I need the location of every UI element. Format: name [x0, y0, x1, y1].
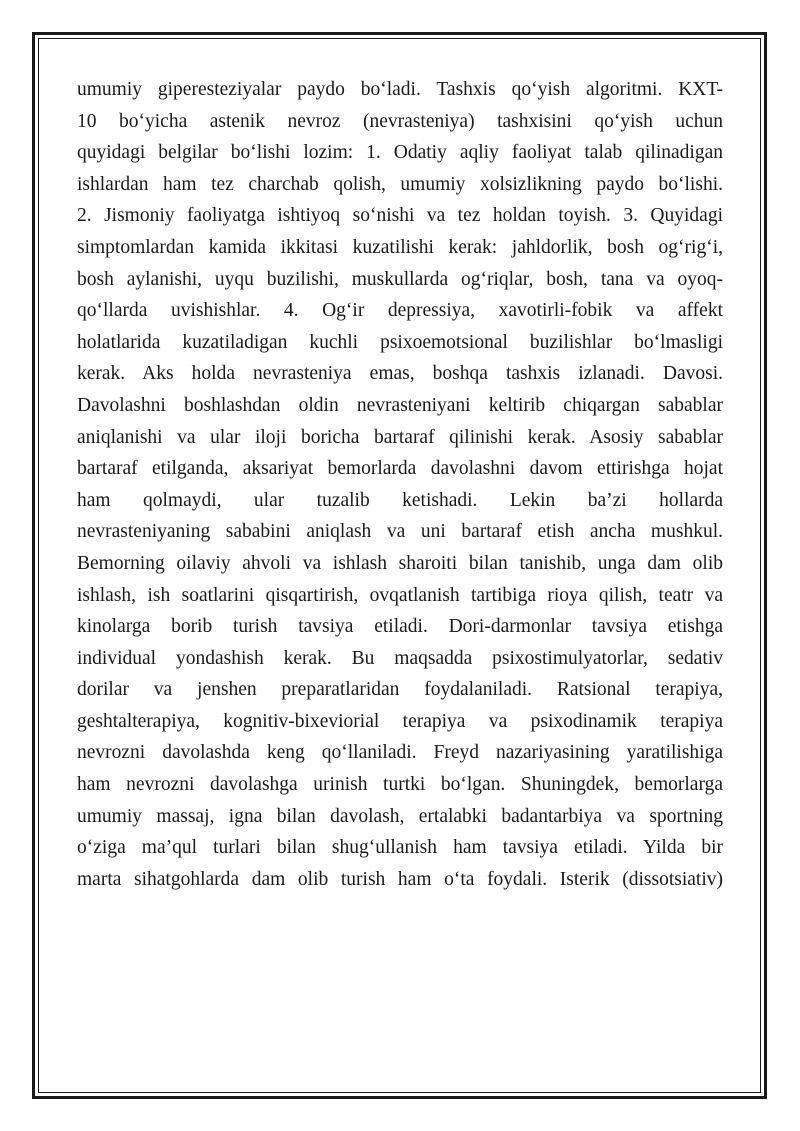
- text-line: simptomlardan kamida ikkitasi kuzatilishi kerak: jahldorlik, bosh og‘rig‘i,: [77, 236, 723, 258]
- text-line: Bemorning oilaviy ahvoli va ishlash sharoiti bilan tanishib, unga dam olib: [77, 552, 723, 574]
- text-line: nevrasteniyaning sababini aniqlash va uni bartaraf etish ancha mushkul.: [77, 521, 723, 543]
- text-line: 10 bo‘yicha astenik nevroz (nevrasteniya) tashxisini qo‘yish uchun: [77, 110, 723, 132]
- text-line: kerak. Aks holda nevrasteniya emas, boshqa tashxis izlanadi. Davosi.: [77, 363, 723, 385]
- text-line: ham qolmaydi, ular tuzalib ketishadi. Lekin ba’zi hollarda: [77, 489, 723, 511]
- text-line: o‘ziga ma’qul turlari bilan shug‘ullanish ham tavsiya etiladi. Yilda bir: [77, 837, 723, 859]
- text-line: aniqlanishi va ular iloji boricha bartaraf qilinishi kerak. Asosiy sabablar: [77, 426, 723, 448]
- text-line: bosh aylanishi, uyqu buzilishi, muskullarda og‘riqlar, bosh, tana va oyoq-: [77, 268, 723, 290]
- text-line: holatlarida kuzatiladigan kuchli psixoemotsional buzilishlar bo‘lmasligi: [77, 331, 723, 353]
- text-line: ham nevrozni davolashga urinish turtki bo‘lgan. Shuningdek, bemorlarga: [77, 774, 723, 796]
- text-line: qo‘llarda uvishishlar. 4. Og‘ir depressiya, xavotirli-fobik va affekt: [77, 300, 723, 322]
- text-line: ishlash, ish soatlarini qisqartirish, ovqatlanish tartibiga rioya qilish, teatr va: [77, 584, 723, 606]
- text-line: bartaraf etilganda, aksariyat bemorlarda davolashni davom ettirishga hojat: [77, 458, 723, 480]
- text-line: umumiy giperesteziyalar paydo bo‘ladi. Tashxis qo‘yish algoritmi. KXT-: [77, 79, 723, 100]
- text-line: ishlardan ham tez charchab qolish, umumiy xolsizlikning paydo bo‘lishi.: [77, 173, 723, 195]
- text-line: quyidagi belgilar bo‘lishi lozim: 1. Odatiy aqliy faoliyat talab qilinadigan: [77, 142, 723, 164]
- text-line: marta sihatgohlarda dam olib turish ham o‘ta foydali. Isterik (dissotsiativ): [77, 868, 723, 890]
- body-text: [77, 74, 723, 895]
- text-line: dorilar va jenshen preparatlaridan foydalaniladi. Ratsional terapiya,: [77, 679, 723, 701]
- text-line: individual yondashish kerak. Bu maqsadda psixostimulyatorlar, sedativ: [77, 647, 723, 669]
- text-line: geshtalterapiya, kognitiv-bixeviorial terapiya va psixodinamik terapiya: [77, 710, 723, 732]
- text-line: Davolashni boshlashdan oldin nevrasteniyani keltirib chiqargan sabablar: [77, 394, 723, 416]
- text-line: nevrozni davolashda keng qo‘llaniladi. Freyd nazariyasining yaratilishiga: [77, 742, 723, 764]
- text-line: umumiy massaj, igna bilan davolash, ertalabki badantarbiya va sportning: [77, 805, 723, 827]
- text-line: kinolarga borib turish tavsiya etiladi. Dori-darmonlar tavsiya etishga: [77, 616, 723, 638]
- text-line: 2. Jismoniy faoliyatga ishtiyoq so‘nishi va tez holdan toyish. 3. Quyidagi: [77, 205, 723, 227]
